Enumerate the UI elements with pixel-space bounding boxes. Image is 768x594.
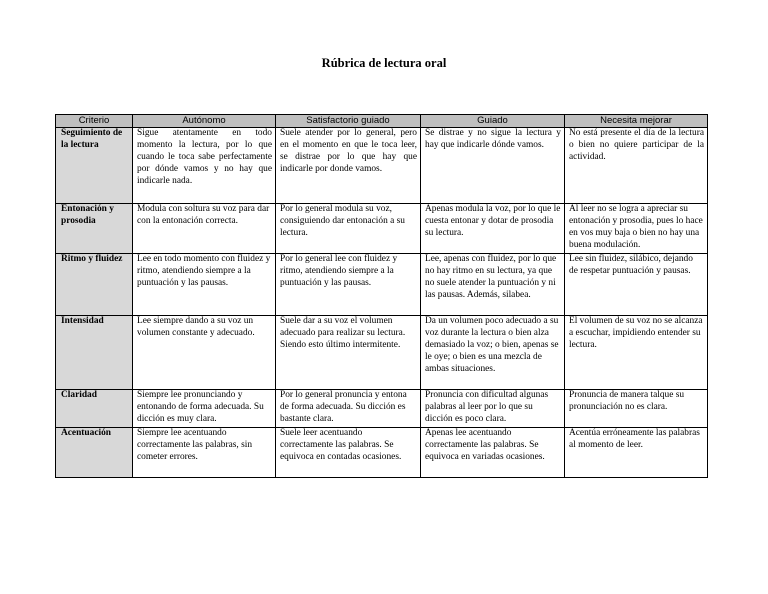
document-title: Rúbrica de lectura oral: [321, 56, 447, 70]
table-cell: Pronuncia con dificultad algunas palabras al leer por lo que su dicción es poco clara.: [421, 390, 565, 428]
table-row: [56, 254, 708, 316]
table-cell: Apenas modula la voz, por lo que le cuesta entonar y dotar de prosodia su lectura.: [421, 204, 565, 254]
criterion-cell: Seguimiento de la lectura: [56, 128, 133, 204]
header-guiado: Guiado: [421, 115, 565, 128]
table-cell: El volumen de su voz no se alcanza a escuchar, impidiendo entender su lectura.: [565, 316, 708, 390]
table-cell: Pronuncia de manera talque su pronunciación no es clara.: [565, 390, 708, 428]
table-cell: Apenas lee acentuando correctamente las palabras. Se equivoca en variadas ocasiones.: [421, 427, 565, 477]
table-cell: Suele leer acentuando correctamente las palabras. Se equivoca en contadas ocasiones.: [276, 427, 421, 477]
table-cell: Acentúa erróneamente las palabras al momento de leer.: [565, 427, 708, 477]
table-cell: Por lo general pronuncia y entona de forma adecuada. Su dicción es bastante clara.: [276, 390, 421, 428]
table-cell: Suele dar a su voz el volumen adecuado para realizar su lectura. Siendo esto último intermitente.: [276, 316, 421, 390]
table-cell: Lee siempre dando a su voz un volumen constante y adecuado.: [133, 316, 276, 390]
table-cell: No está presente el día de la lectura o bien no quiere participar de la actividad.: [565, 128, 708, 204]
table-row: [56, 128, 708, 204]
table-cell: Lee, apenas con fluidez, por lo que no hay ritmo en su lectura, ya que no suele atender la puntuación y ni las pausas. Además, silabea.: [421, 254, 565, 316]
criterion-cell: Entonación y prosodia: [56, 204, 133, 254]
table-cell: Sigue atentamente en todo momento la lectura, por lo que cuando le toca sabe perfectamente por dónde vamos y no hay que indicarle nada.: [133, 128, 276, 204]
criterion-cell: Claridad: [56, 390, 133, 428]
table-cell: Al leer no se logra a apreciar su entonación y prosodia, pues lo hace en vos muy baja o bien no hay una buena modulación.: [565, 204, 708, 254]
header-autonomo: Autónomo: [133, 115, 276, 128]
table-header-row: [56, 115, 708, 128]
table-cell: Siempre lee acentuando correctamente las palabras, sin cometer errores.: [133, 427, 276, 477]
header-necesita-mejorar: Necesita mejorar: [565, 115, 708, 128]
header-satisfactorio-guiado: Satisfactorio guiado: [276, 115, 421, 128]
table-cell: Por lo general modula su voz, consiguiendo dar entonación a su lectura.: [276, 204, 421, 254]
table-row: [56, 204, 708, 254]
table-cell: Da un volumen poco adecuado a su voz durante la lectura o bien alza demasiado la voz; o bien, apenas se le oye; o bien es una mezcla de ambas situaciones.: [421, 316, 565, 390]
table-cell: Lee sin fluidez, silábico, dejando de respetar puntuación y pausas.: [565, 254, 708, 316]
criterion-cell: Intensidad: [56, 316, 133, 390]
table-cell: Modula con soltura su voz para dar con la entonación correcta.: [133, 204, 276, 254]
criterion-cell: Ritmo y fluidez: [56, 254, 133, 316]
table-cell: Siempre lee pronunciando y entonando de forma adecuada. Su dicción es muy clara.: [133, 390, 276, 428]
table-row: [56, 427, 708, 477]
rubric-table: [55, 114, 708, 478]
table-cell: Lee en todo momento con fluidez y ritmo, atendiendo siempre a la puntuación y las pausas.: [133, 254, 276, 316]
header-criterio: Criterio: [56, 115, 133, 128]
table-row: [56, 316, 708, 390]
criterion-cell: Acentuación: [56, 427, 133, 477]
table-row: [56, 390, 708, 428]
table-cell: Suele atender por lo general, pero en el momento en que le toca leer, se distrae por lo que hay que indicarle por donde vamos.: [276, 128, 421, 204]
table-cell: Se distrae y no sigue la lectura y hay que indicarle dónde vamos.: [421, 128, 565, 204]
table-cell: Por lo general lee con fluidez y ritmo, atendiendo siempre a la puntuación y las pausas.: [276, 254, 421, 316]
